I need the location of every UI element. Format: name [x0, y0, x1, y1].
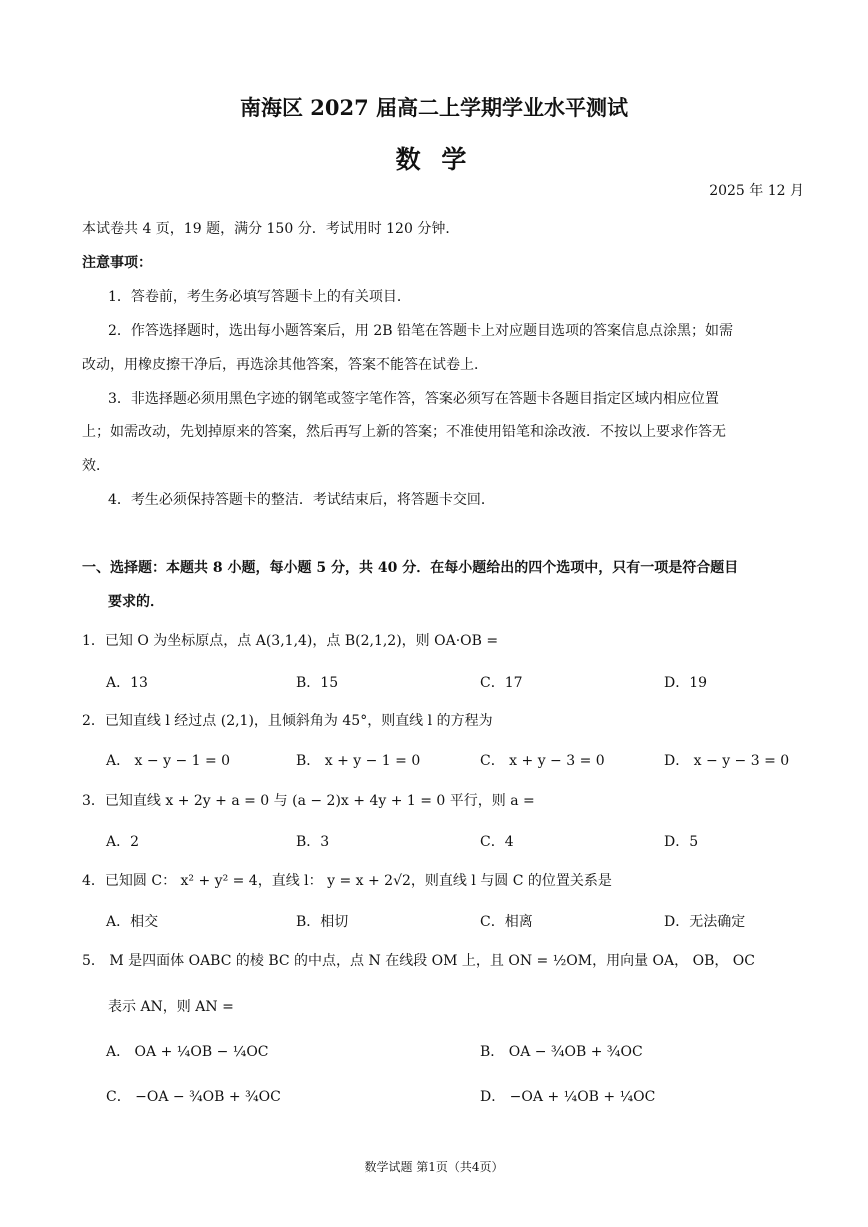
exam-date: 2025 年 12 月 [709, 183, 804, 199]
q1-option-d: D．19 [664, 675, 708, 691]
q3-option-c: C．4 [480, 834, 514, 850]
question-4-stem: 4．已知圆 C： x² + y² = 4，直线 l： y = x + 2√2，则直线 l 与圆 C 的位置关系是 [82, 873, 612, 889]
q1-option-c: C．17 [480, 675, 523, 691]
q2-option-a: A． x − y − 1 = 0 [106, 753, 231, 769]
q4-option-c: C．相离 [480, 914, 533, 930]
page-footer: 数学试题 第1页（共4页） [364, 1160, 504, 1174]
notes-heading: 注意事项： [82, 255, 152, 271]
q4-option-a: A．相交 [106, 914, 159, 930]
question-5-stem: 5． M 是四面体 OABC 的棱 BC 的中点，点 N 在线段 OM 上，且 ON = ½OM，用向量 OA， OB， OC [82, 953, 755, 969]
exam-title: 南海区 2027 届高二上学期学业水平测试 [239, 95, 629, 120]
q5-option-d: D． −OA + ¼OB + ¼OC [480, 1089, 656, 1105]
note-item: 1．答卷前，考生务必填写答题卡上的有关项目． [108, 289, 411, 305]
question-3-stem: 3．已知直线 x + 2y + a = 0 与 (a − 2)x + 4y + 1 = 0 平行，则 a = [82, 793, 535, 809]
note-item: 3．非选择题必须用黑色字迹的钢笔或签字笔作答，答案必须写在答题卡各题目指定区域内相应位置 [108, 391, 719, 407]
q3-option-d: D．5 [664, 834, 699, 850]
exam-intro: 本试卷共 4 页，19 题，满分 150 分．考试用时 120 分钟． [82, 221, 460, 237]
question-5-stem-cont: 表示 AN，则 AN = [108, 999, 234, 1015]
subject-title: 数 学 [395, 145, 473, 174]
q1-option-a: A．13 [106, 675, 148, 691]
note-item: 上；如需改动，先划掉原来的答案，然后再写上新的答案；不准使用铅笔和涂改液．不按以上要求作答无 [82, 424, 726, 440]
q3-option-b: B．3 [296, 834, 330, 850]
q2-option-c: C． x + y − 3 = 0 [480, 753, 605, 769]
q4-option-d: D．无法确定 [664, 914, 746, 930]
section-heading-cont: 要求的． [108, 594, 164, 610]
note-item: 改动，用橡皮擦干净后，再选涂其他答案，答案不能答在试卷上． [82, 357, 488, 373]
q3-option-a: A．2 [106, 834, 140, 850]
note-item: 4．考生必须保持答题卡的整洁．考试结束后，将答题卡交回． [108, 492, 495, 508]
note-item: 效． [82, 458, 110, 474]
q4-option-b: B．相切 [296, 914, 349, 930]
q5-option-a: A． OA + ¼OB − ¼OC [106, 1044, 269, 1060]
q5-option-c: C． −OA − ¾OB + ¾OC [106, 1089, 281, 1105]
q2-option-b: B． x + y − 1 = 0 [296, 753, 421, 769]
q5-option-b: B． OA − ¾OB + ¾OC [480, 1044, 643, 1060]
note-item: 2．作答选择题时，选出每小题答案后，用 2B 铅笔在答题卡上对应题目选项的答案信息点涂黑；如需 [108, 323, 734, 339]
question-2-stem: 2．已知直线 l 经过点 (2,1)，且倾斜角为 45°，则直线 l 的方程为 [82, 713, 493, 729]
q1-option-b: B．15 [296, 675, 339, 691]
section-heading: 一、选择题：本题共 8 小题，每小题 5 分，共 40 分．在每小题给出的四个选项中，只有一项是符合题目 [82, 560, 739, 576]
question-1-stem: 1．已知 O 为坐标原点，点 A(3,1,4)，点 B(2,1,2)，则 OA·OB = [82, 633, 499, 649]
q2-option-d: D． x − y − 3 = 0 [664, 753, 790, 769]
